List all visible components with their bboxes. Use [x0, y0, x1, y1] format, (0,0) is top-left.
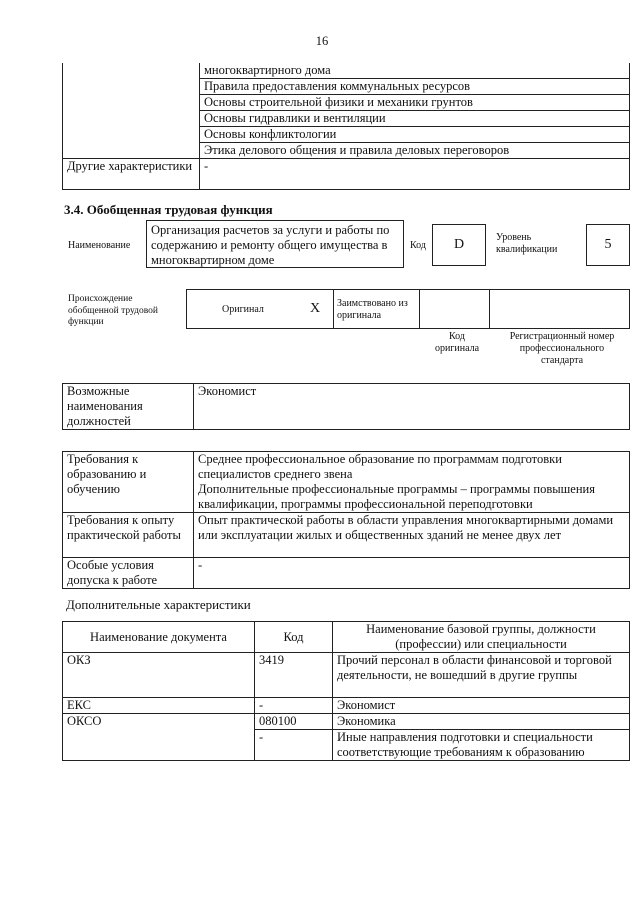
positions-label: Возможные наименования должностей [63, 384, 194, 430]
special-conditions-label: Особые условия допуска к работе [63, 558, 194, 589]
header-document: Наименование документа [63, 622, 255, 653]
other-characteristics-label: Другие характеристики [63, 159, 200, 190]
knowledge-item: Этика делового общения и правила деловых переговоров [200, 143, 630, 159]
code-value: D [453, 237, 465, 252]
origin-divider-2 [419, 289, 420, 329]
education-value: Среднее профессиональное образование по программам подготовки специалистов среднего звена Дополнительные профессиональные программы – программы повышения квалификации, программы профессиональной переподготовки [194, 452, 630, 513]
code-cell: - [255, 698, 333, 714]
origin-label: Происхождение обобщенной трудовой функции [68, 294, 158, 327]
education-label: Требования к образованию и обучению [63, 452, 194, 513]
code-cell: 3419 [255, 653, 333, 698]
code-original-label: Код оригинала [434, 331, 480, 354]
name-label: Наименование [68, 240, 131, 251]
positions-table [62, 383, 630, 430]
table-row [63, 513, 630, 558]
table-row [63, 63, 630, 79]
doc-cell: ОКСО [63, 714, 255, 761]
doc-cell: ОКЗ [63, 653, 255, 698]
name-cell: Прочий персонал в области финансовой и торговой деятельности, не вошедший в другие группы [333, 653, 630, 698]
table-row [63, 159, 630, 190]
page-number: 16 [315, 34, 329, 48]
other-characteristics-value: - [200, 159, 630, 190]
table-row [63, 714, 630, 730]
knowledge-item: Основы строительной физики и механики грунтов [200, 95, 630, 111]
code-cell: 080100 [255, 714, 333, 730]
origin-divider-3 [489, 289, 490, 329]
additional-table [62, 621, 630, 761]
reg-number-label: Регистрационный номер профессионального стандарта [509, 331, 615, 366]
knowledge-table [62, 63, 630, 190]
name-cell: Иные направления подготовки и специальности соответствующие требованиям к образованию [333, 730, 630, 761]
knowledge-item: Основы конфликтологии [200, 127, 630, 143]
positions-value: Экономист [194, 384, 630, 430]
experience-label: Требования к опыту практической работы [63, 513, 194, 558]
table-row [63, 452, 630, 513]
origin-divider-1 [333, 289, 334, 329]
function-name: Организация расчетов за услуги и работы по содержанию и ремонту общего имущества в многоквартирном доме [151, 223, 390, 267]
table-row [63, 698, 630, 714]
additional-heading: Дополнительные характеристики [66, 597, 251, 612]
table-row [63, 653, 630, 698]
header-name: Наименование базовой группы, должности (профессии) или специальности [333, 622, 630, 653]
level-box [586, 224, 630, 266]
borrowed-label: Заимствовано из оригинала [337, 298, 408, 321]
level-value: 5 [604, 237, 612, 252]
name-cell: Экономика [333, 714, 630, 730]
original-label: Оригинал [222, 304, 264, 315]
empty-cell [63, 63, 200, 159]
table-row [63, 384, 630, 430]
section-heading: 3.4. Обобщенная трудовая функция [64, 202, 273, 217]
code-label: Код [410, 240, 426, 251]
original-mark: X [310, 301, 321, 316]
code-box [432, 224, 486, 266]
knowledge-item: многоквартирного дома [200, 63, 630, 79]
requirements-table [62, 451, 630, 589]
doc-cell: ЕКС [63, 698, 255, 714]
knowledge-item: Правила предоставления коммунальных ресурсов [200, 79, 630, 95]
special-conditions-value: - [194, 558, 630, 589]
code-cell: - [255, 730, 333, 761]
table-header-row [63, 622, 630, 653]
level-label: Уровень квалификации [496, 232, 558, 255]
name-cell: Экономист [333, 698, 630, 714]
experience-value: Опыт практической работы в области управления многоквартирными домами или эксплуатации жилых и общественных зданий не менее двух лет [194, 513, 630, 558]
table-row [63, 558, 630, 589]
knowledge-item: Основы гидравлики и вентиляции [200, 111, 630, 127]
header-code: Код [255, 622, 333, 653]
function-name-box [146, 220, 404, 268]
